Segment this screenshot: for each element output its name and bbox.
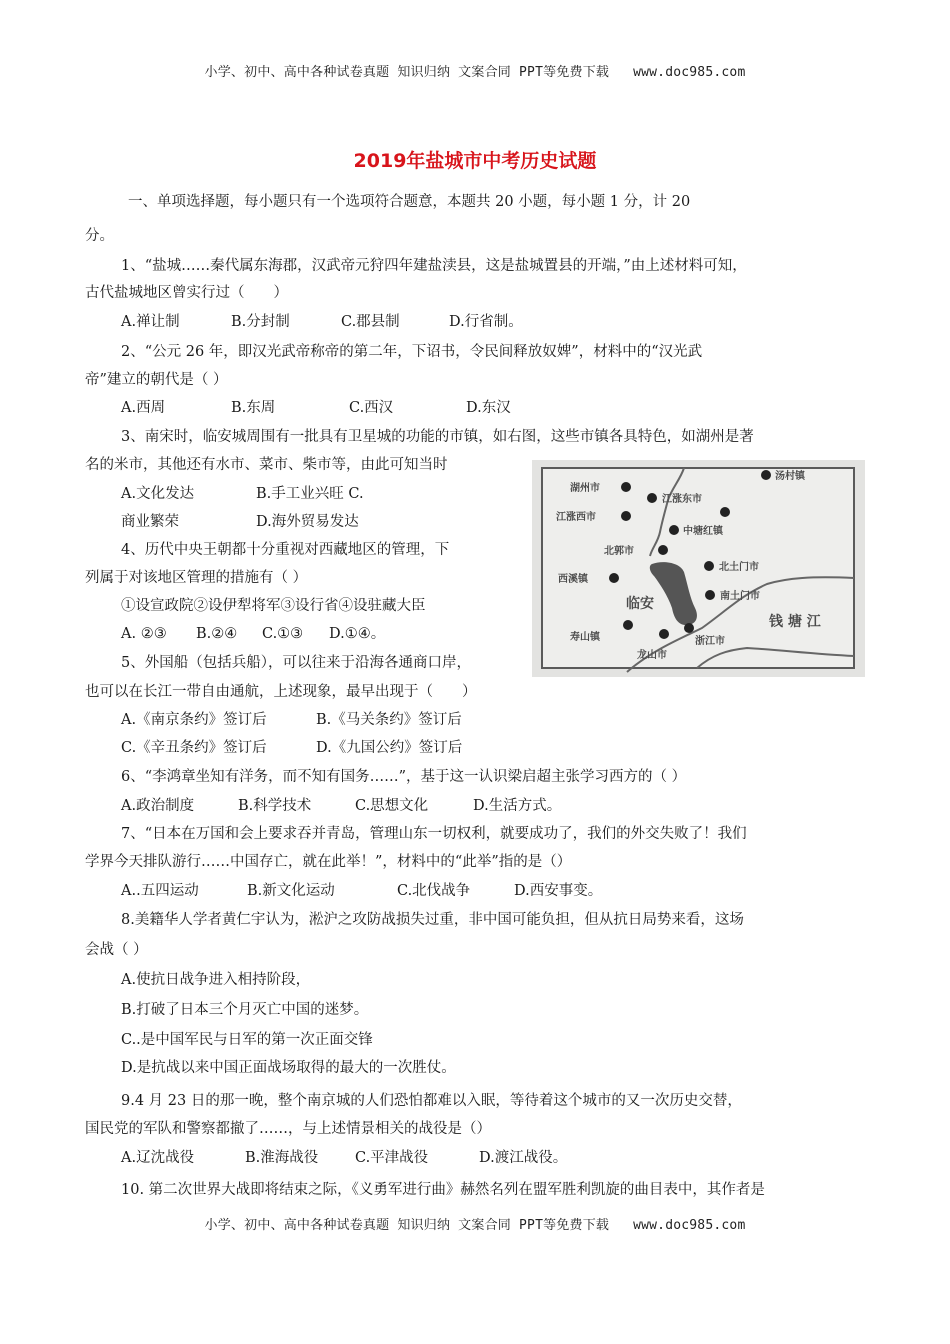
- option-a[interactable]: A. ②③: [121, 626, 167, 642]
- question-8-option-a[interactable]: A.使抗日战争进入相持阶段，: [121, 972, 311, 988]
- question-5-line-2: 也可以在长江一带自由通航，上述现象，最早出现于（ ）: [85, 684, 477, 700]
- option-d[interactable]: D.东汉: [466, 400, 511, 416]
- option-a[interactable]: A.《南京条约》签订后: [121, 712, 267, 728]
- question-9-line-1: 9.4 月 23 日的那一晚，整个南京城的人们恐怕都难以入眠，等待着这个城市的又一次历史交替，: [121, 1093, 742, 1109]
- linan-map-figure: [532, 460, 865, 677]
- option-b[interactable]: B.新文化运动: [247, 883, 335, 899]
- option-c[interactable]: C.北伐战争: [397, 883, 471, 899]
- option-c[interactable]: C.西汉: [349, 400, 394, 416]
- map-label-zhejiang: 浙江市: [695, 636, 725, 647]
- question-3-line-1: 3、南宋时，临安城周围有一批具有卫星城的功能的市镇，如右图，这些市镇各具特色，如湖州是著: [121, 429, 754, 445]
- option-a[interactable]: A.西周: [121, 400, 166, 416]
- section-instructions: 一、单项选择题，每小题只有一个选项符合题意，本题共 20 小题，每小题 1 分，计 20: [128, 194, 691, 210]
- option-a[interactable]: A.辽沈战役: [121, 1150, 195, 1166]
- map-label-tangcun: 汤村镇: [775, 471, 805, 482]
- map-label-beiguo: 北郭市: [604, 546, 634, 557]
- question-4-options: [121, 624, 385, 644]
- question-5-line-1: 5、外国船（包括兵船），可以往来于沿海各通商口岸，: [121, 655, 471, 671]
- map-label-jianghu-west: 江涨西市: [556, 512, 596, 523]
- option-c[interactable]: C.郡县制: [341, 314, 400, 330]
- question-8-option-c[interactable]: C..是中国军民与日军的第一次正面交锋: [121, 1032, 373, 1048]
- footer-text: 小学、初中、高中各种试卷真题 知识归纳 文案合同 PPT等免费下载: [204, 1218, 610, 1233]
- option-d[interactable]: D.①④。: [329, 626, 386, 642]
- question-8-option-d[interactable]: D.是抗战以来中国正面战场取得的最大的一次胜仗。: [121, 1060, 456, 1076]
- question-1-options: [121, 312, 523, 332]
- option-a[interactable]: A.政治制度: [121, 798, 195, 814]
- map-label-huzhou: 湖州市: [570, 483, 600, 494]
- question-5-options-line-2: [121, 738, 462, 758]
- question-9-options: [121, 1148, 567, 1168]
- question-10-line-1: 10. 第二次世界大战即将结束之际，《义勇军进行曲》赫然名列在盟军胜利凯旋的曲目表中，其作者是: [121, 1182, 765, 1198]
- option-d[interactable]: D.生活方式。: [473, 798, 562, 814]
- option-b[interactable]: B.《马关条约》签订后: [316, 712, 462, 728]
- question-4-line-1: 4、历代中央王朝都十分重视对西藏地区的管理，下: [121, 542, 450, 558]
- map-label-longshan: 龙山市: [637, 650, 667, 661]
- question-3-options-line-2: [121, 512, 359, 532]
- question-4-line-2: 列属于对该地区管理的措施有（ ）: [85, 570, 308, 586]
- question-6-line-1: 6、“李鸿章坐知有洋务，而不知有国务……”，基于这一认识梁启超主张学习西方的（ ）: [121, 769, 687, 785]
- question-6-options: [121, 796, 561, 816]
- section-instructions-cont: 分。: [85, 228, 114, 244]
- question-2-options: [121, 398, 511, 418]
- page-header: [0, 61, 950, 80]
- option-b[interactable]: B.淮海战役: [245, 1150, 319, 1166]
- option-a[interactable]: A.禅让制: [121, 314, 180, 330]
- option-b[interactable]: B.②④: [196, 626, 238, 642]
- question-2-line-2: 帝”建立的朝代是（ ）: [85, 372, 228, 388]
- option-b[interactable]: B.分封制: [231, 314, 290, 330]
- option-d[interactable]: D.海外贸易发达: [256, 514, 359, 530]
- question-7-line-1: 7、“日本在万国和会上要求吞并青岛，管理山东一切权利，就要成功了，我们的外交失败了！我们: [121, 826, 747, 842]
- option-b[interactable]: B.科学技术: [238, 798, 312, 814]
- question-9-line-2: 国民党的军队和警察都撤了……，与上述情景相关的战役是（）: [85, 1121, 491, 1137]
- option-d[interactable]: D.渡江战役。: [479, 1150, 568, 1166]
- question-8-line-1: 8.美籍华人学者黄仁宇认为，淞沪之攻防战损失过重，非中国可能负担，但从抗日局势来看，这场: [121, 912, 744, 928]
- question-1-line-1: 1、“盐城……秦代属东海郡，汉武帝元狩四年建盐渎县，这是盐城置县的开端，”由上述材料可知，: [121, 258, 747, 274]
- header-text: 小学、初中、高中各种试卷真题 知识归纳 文案合同 PPT等免费下载: [204, 65, 610, 80]
- option-b[interactable]: B.手工业兴旺 C.: [256, 486, 364, 502]
- option-c[interactable]: C.《辛丑条约》签订后: [121, 740, 267, 756]
- question-3-line-2: 名的米市，其他还有水市、菜市、柴市等，由此可知当时: [85, 457, 448, 473]
- option-c-cont[interactable]: 商业繁荣: [121, 514, 179, 530]
- map-label-beitumen: 北土门市: [719, 562, 759, 573]
- map-label-linan: 临安: [626, 596, 654, 612]
- map-label-xixi: 西溪镇: [558, 574, 588, 585]
- question-1-line-2: 古代盐城地区曾实行过（ ）: [85, 285, 288, 301]
- question-8-option-b[interactable]: B.打破了日本三个月灭亡中国的迷梦。: [121, 1002, 369, 1018]
- map-label-nantumen: 南土门市: [720, 591, 760, 602]
- option-a[interactable]: A..五四运动: [121, 883, 199, 899]
- header-url: www.doc985.com: [633, 65, 746, 80]
- map-label-shoushan: 寿山镇: [570, 632, 600, 643]
- question-2-line-1: 2、“公元 26 年，即汉光武帝称帝的第二年，下诏书，令民间释放奴婢”，材料中的“汉光武: [121, 344, 703, 360]
- question-4-items: ①设宣政院②设伊犁将军③设行省④设驻藏大臣: [121, 598, 426, 614]
- page-title: 2019年盐城市中考历史试题: [353, 150, 597, 172]
- map-label-zhongtang: 中塘红镇: [683, 526, 723, 537]
- option-d[interactable]: D.西安事变。: [514, 883, 603, 899]
- question-7-options: [121, 881, 602, 901]
- map-label-jianghu-east: 江涨东市: [662, 494, 702, 505]
- option-b[interactable]: B.东周: [231, 400, 276, 416]
- question-3-options-line-1: [121, 484, 364, 504]
- question-7-line-2: 学界今天排队游行……中国存亡，就在此举！”，材料中的“此举”指的是（）: [85, 854, 572, 870]
- option-c[interactable]: C.思想文化: [355, 798, 429, 814]
- option-d[interactable]: D.行省制。: [449, 314, 523, 330]
- question-5-options-line-1: [121, 710, 462, 730]
- option-c[interactable]: C.平津战役: [355, 1150, 429, 1166]
- map-label-qiantang-river: 钱 塘 江: [769, 614, 821, 630]
- footer-url: www.doc985.com: [633, 1218, 746, 1233]
- option-c[interactable]: C.①③: [262, 626, 304, 642]
- option-d[interactable]: D.《九国公约》签订后: [316, 740, 463, 756]
- page-footer: [0, 1214, 950, 1233]
- option-a[interactable]: A.文化发达: [121, 486, 195, 502]
- question-8-line-2: 会战（ ）: [85, 942, 148, 958]
